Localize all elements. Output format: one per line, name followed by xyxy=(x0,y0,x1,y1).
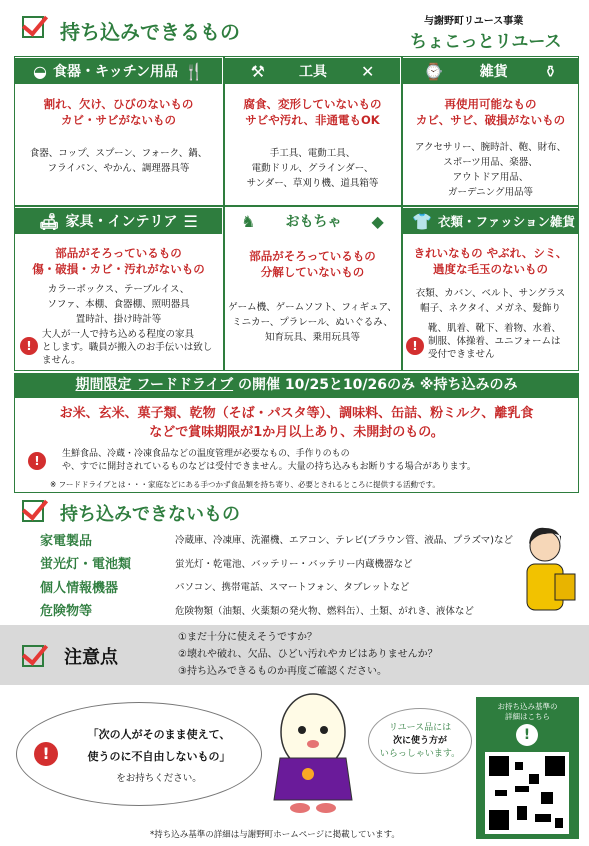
toy-icon: ♞ xyxy=(241,211,256,231)
sofa-icon: 🛋 xyxy=(39,211,60,231)
not-allowed-label: 個人情報機器 xyxy=(40,581,119,596)
fashion-items: 衣類、カバン、ベルト、サングラス 帽子、ネクタイ、メガネ、髪飾り xyxy=(415,288,566,314)
furniture-items: カラーボックス、テーブルイス、 ソファ、本棚、食器棚、照明器具 置時計、掛け時計等 xyxy=(47,284,190,325)
tools-items: 手工具、電動工具、 電動ドリル、グラインダー、 サンダー、草刈り機、道具箱等 xyxy=(246,148,379,189)
watch-icon: ⌚ xyxy=(423,61,444,81)
caution-title: 注意点 xyxy=(64,647,118,668)
staff-illustration xyxy=(515,520,579,612)
warning-icon: ! xyxy=(34,742,58,766)
not-allowed-value: 危険物類（油類、火薬類の発火物、燃料缶）、土類、がれき、液体など xyxy=(175,606,474,617)
category-fashion-title: 👕 衣類・ファッション雑貨 xyxy=(403,208,578,234)
right-bubble-text: リユース品には 次に使う方が いらっしゃいます。 xyxy=(379,723,461,759)
category-tools-title: ⚒ 工具 ✕ xyxy=(225,58,400,84)
goods-condition: 再使用可能なもの カビ、サビ、破損がないもの xyxy=(415,97,566,127)
blender-icon: ⚱ xyxy=(543,61,558,81)
bowl-icon: ◒ xyxy=(33,61,47,81)
drill-icon: ⚒ xyxy=(250,61,265,81)
food-drive-footnote: ※ フードドライブとは・・・家庭などにある手つかず食品類を持ち寄り、必要とされるところに提供する活動です。 xyxy=(50,480,440,489)
goods-items: アクセサリー、腕時計、鞄、財布、 スポーツ用品、楽器、 アウトドア用品、 ガーデニング用品等 xyxy=(414,142,567,198)
tools-condition: 腐食、変形していないもの サビや汚れ、非通電もOK xyxy=(243,97,382,127)
toys-items: ゲーム機、ゲームソフト、フィギュア、 ミニカー、プラレール、ぬいぐるみ、 知育玩具、乗用玩具等 xyxy=(228,302,397,343)
qr-label: お持ち込み基準の 詳細はこちら xyxy=(497,702,558,721)
kitchen-condition: 割れ、欠け、ひびのないもの カビ・サビがないもの xyxy=(43,97,194,127)
footer-note: *持ち込み基準の詳細は与謝野町ホームページに掲載しています。 xyxy=(150,830,400,840)
furniture-condition: 部品がそろっているもの 傷・破損・カビ・汚れがないもの xyxy=(32,246,205,276)
cabinet-icon: ☰ xyxy=(183,211,198,231)
info-icon: ! xyxy=(516,724,538,746)
food-drive-banner: 期間限定 フードドライブ の開催 10/25と10/26のみ ※持ち込みのみ xyxy=(14,373,579,397)
not-allowed-title: 持ち込みできないもの xyxy=(60,504,240,525)
category-furniture-title: 🛋 家具・インテリア ☰ xyxy=(15,208,222,234)
warning-icon: ! xyxy=(28,452,46,470)
bubble-text: 「次の人がそのまま使えて、 使うのに不自由しないもの」 をお持ちください。 xyxy=(87,728,231,784)
checkbox-icon xyxy=(22,16,44,38)
warning-icon: ! xyxy=(20,337,38,355)
fork-icon: 🍴 xyxy=(184,61,204,81)
not-allowed-label: 危険物等 xyxy=(40,604,93,619)
org-name: 与謝野町リユース事業 xyxy=(424,16,524,27)
tools-icon: ✕ xyxy=(360,61,375,81)
fashion-note: 靴、肌着、靴下、着物、水着、 制服、体操着、ユニフォームは 受付できません xyxy=(428,323,562,360)
not-allowed-value: 冷蔵庫、冷凍庫、洗濯機、エアコン、テレビ(ブラウン管、液晶、プラズマ)など xyxy=(175,535,514,546)
not-allowed-value: パソコン、携帯電話、スマートフォン、タブレットなど xyxy=(175,582,410,593)
brand-name: ちょこっとリユース xyxy=(410,32,562,52)
food-drive-note: 生鮮食品、冷蔵・冷凍食品などの温度管理が必要なもの、手作りのもの や、すでに開封されているものなどは受付できません。大量の持ち込みもお断りする場合があります。 xyxy=(62,449,476,472)
qr-code[interactable] xyxy=(485,752,569,834)
toys-condition: 部品がそろっているもの 分解していないもの xyxy=(249,249,376,279)
not-allowed-value: 蛍光灯・乾電池、バッテリー・バッテリー内蔵機器など xyxy=(175,559,413,570)
caution-list: ①まだ十分に使えそうですか？ ②壊れや破れ、欠品、ひどい汚れやカビはありませんか？ ③持ち込みできるものか再度ご確認ください。 xyxy=(178,632,438,677)
warning-icon: ! xyxy=(406,337,424,355)
grid-divider xyxy=(14,205,579,207)
food-drive-items: お米、玄米、菓子類、乾物（そば・パスタ等）、調味料、缶詰、粉ミルク、離乳食 などで賞味期限が1か月以上あり、未開封のもの。 xyxy=(59,406,534,440)
not-allowed-label: 家電製品 xyxy=(40,534,93,549)
checkbox-icon xyxy=(22,500,44,522)
mascot-illustration xyxy=(262,688,364,818)
fashion-condition: きれいなもの やぶれ、シミ、 過度な毛玉のないもの xyxy=(413,246,568,276)
gift-icon: ◆ xyxy=(371,211,384,231)
category-goods-title: ⌚ 雑貨 ⚱ xyxy=(403,58,578,84)
not-allowed-label: 蛍光灯・電池類 xyxy=(40,557,132,572)
kitchen-items: 食器、コップ、スプーン、フォーク、鍋、 フライパン、やかん、調理器具等 xyxy=(29,148,208,174)
furniture-note: 大人が一人で持ち込める程度の家具 とします。職員が搬入のお手伝いは致し ません。 xyxy=(42,329,213,366)
category-toys-title: ♞ おもちゃ ◆ xyxy=(241,211,384,231)
checkbox-icon xyxy=(22,645,44,667)
page-title: 持ち込みできるもの xyxy=(60,20,240,44)
shirt-icon: 👕 xyxy=(412,211,432,231)
category-kitchen-title: ◒ 食器・キッチン用品 🍴 xyxy=(15,58,222,84)
